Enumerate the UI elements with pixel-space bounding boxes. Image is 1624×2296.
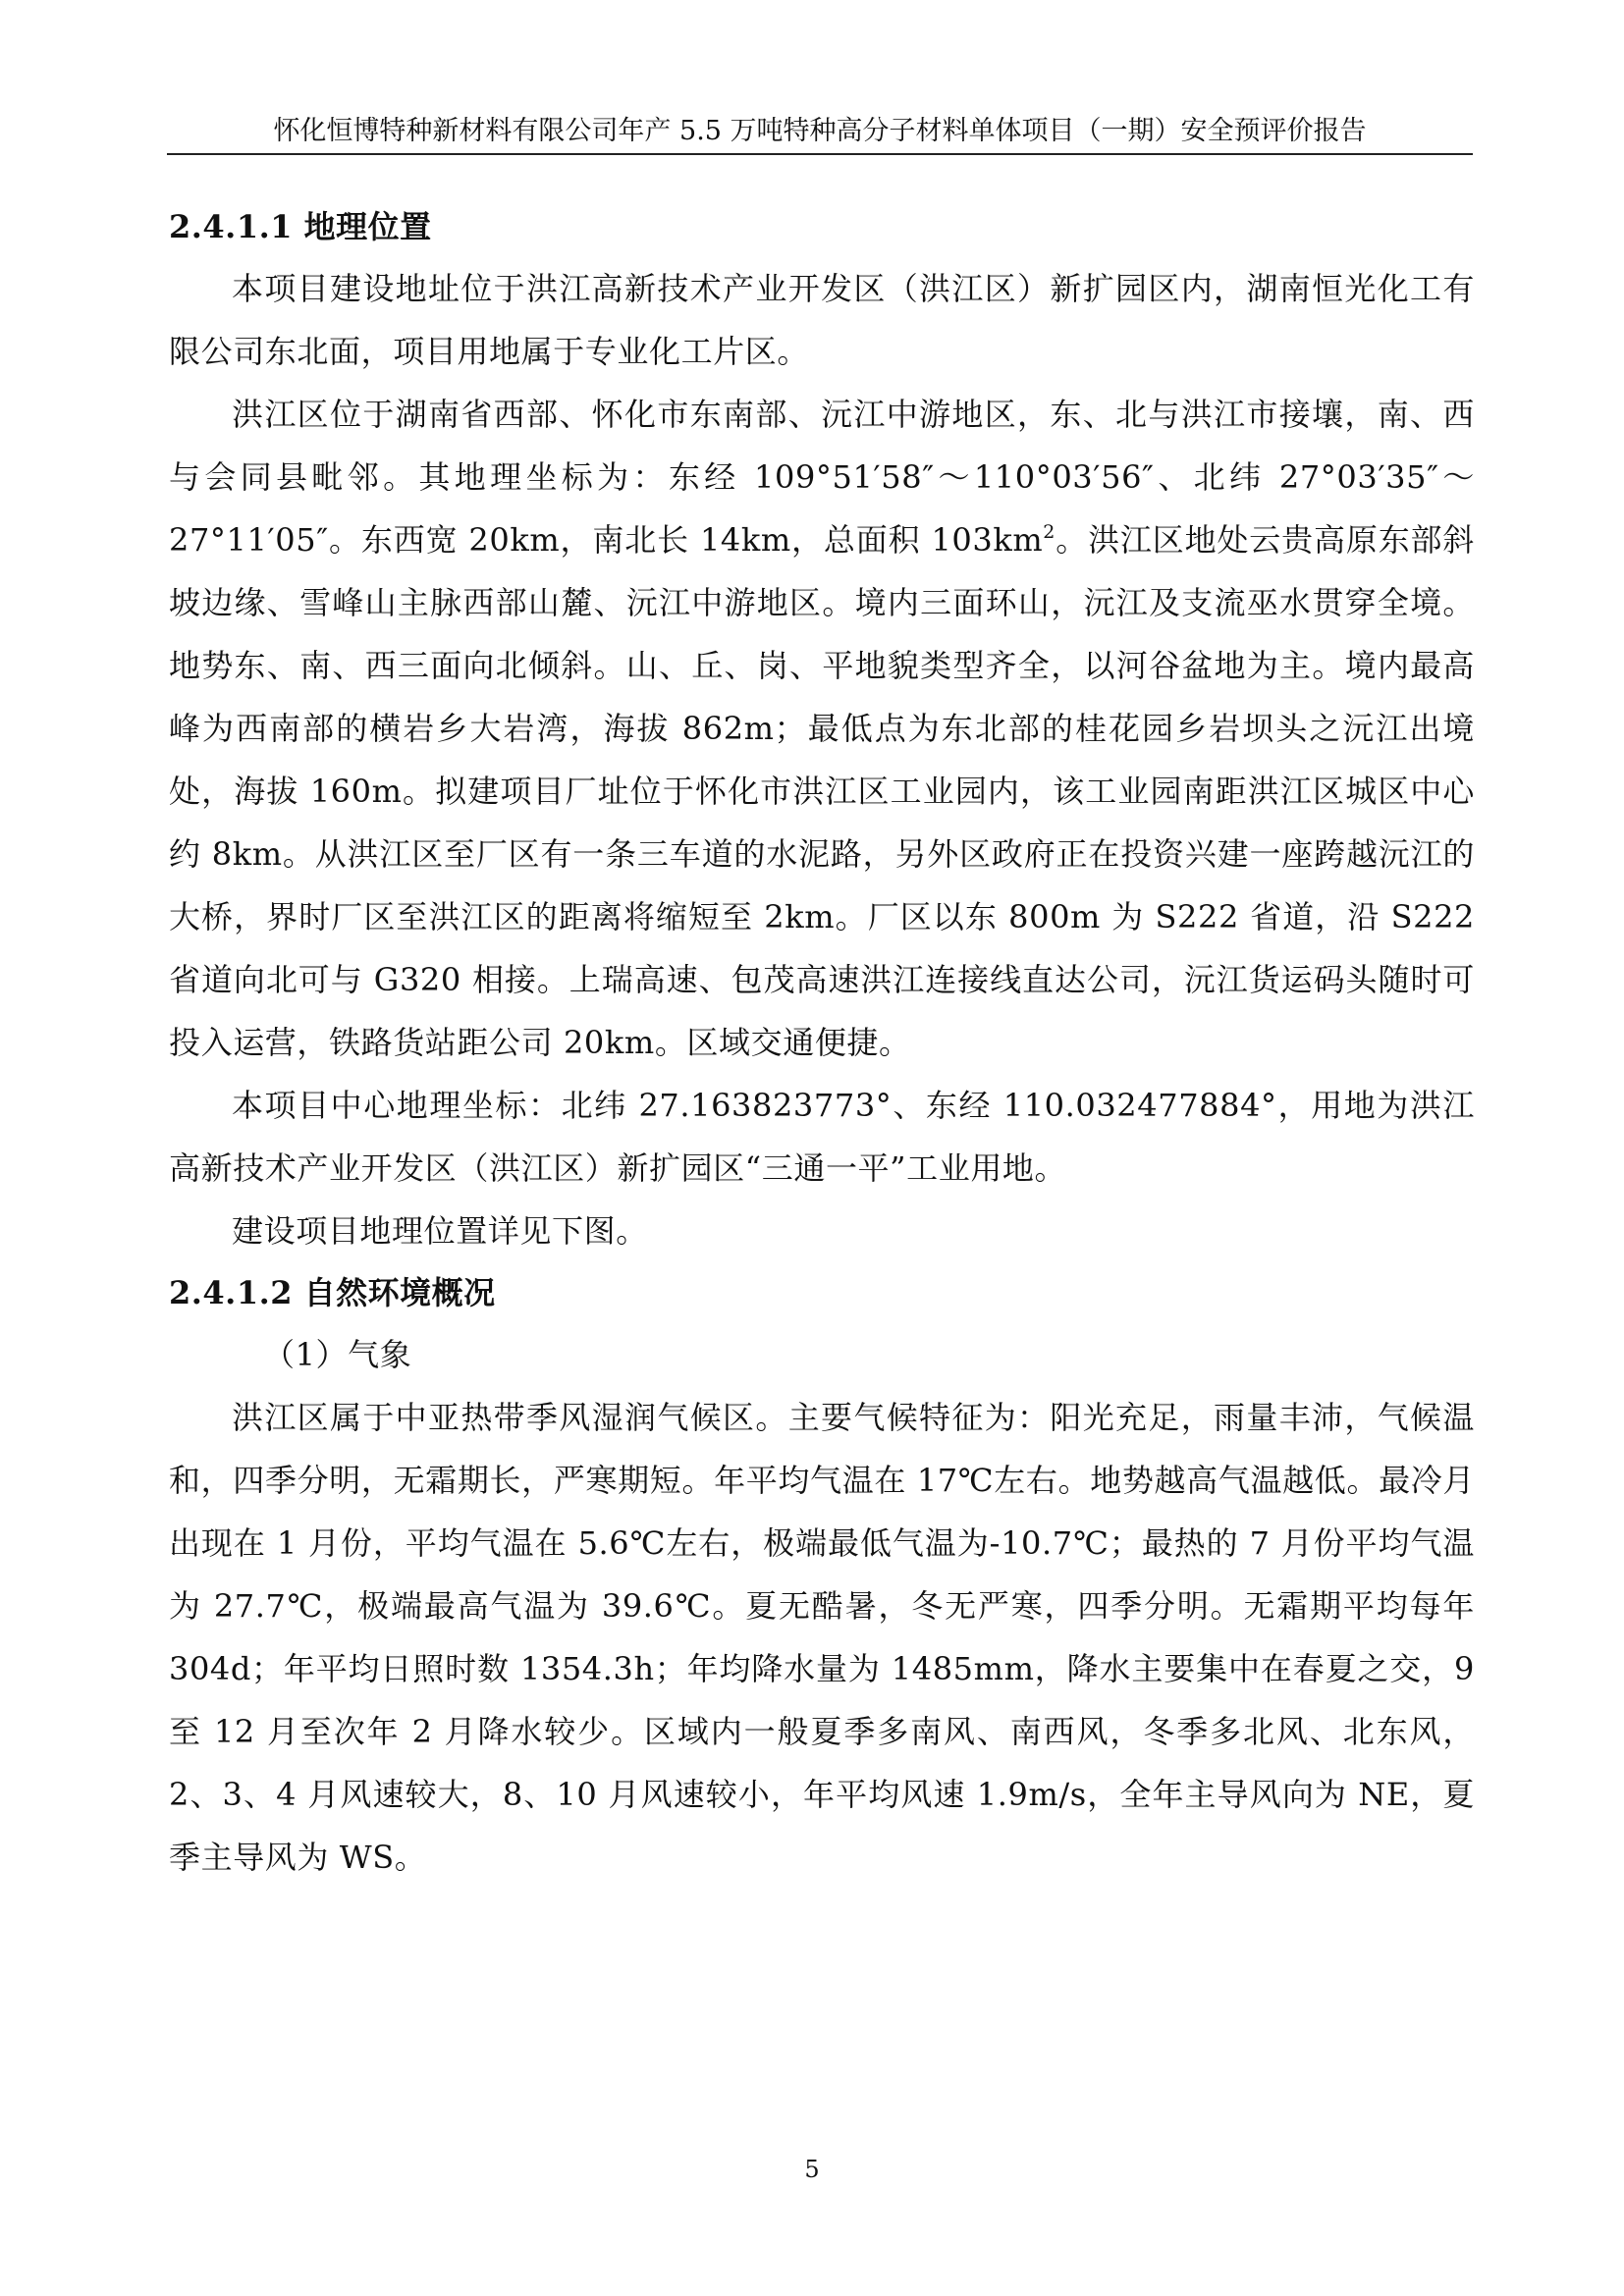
paragraph-hongjiang-district [169, 383, 1475, 1074]
paragraph-location-figure-note: 建设项目地理位置详见下图。 [232, 1212, 648, 1250]
running-header: 怀化恒博特种新材料有限公司年产 5.5 万吨特种高分子材料单体项目（一期）安全预评价报告 [273, 116, 1367, 146]
paragraph-climate: 洪江区属于中亚热带季风湿润气候区。主要气候特征为：阳光充足，雨量丰沛，气候温和，四季分明，无霜期长，严寒期短。年平均气温在 17℃左右。地势越高气温越低。最冷月出现在 1 月份，平均气温在 5.6℃左右，极端最低气温为-10.7℃；最热的 7 月份平均气温为 27.7℃，极端最高气温为 39.6℃。夏无酷暑，冬无严寒，四季分明。无霜期平均每年 304d；年平均日照时数 1354.3h；年均降水量为 1485mm，降水主要集中在春夏之交，9 至 12 月至次年 2 月降水较少。区域内一般夏季多南风、南西风，冬季多北风、北东风，2、3、4 月风速较大，8、10 月风速较小，年平均风速 1.9m/s，全年主导风向为 NE，夏季主导风为 WS。 [169, 1399, 1475, 1876]
header-divider [167, 153, 1473, 155]
paragraph-text: 洪江区位于湖南省西部、怀化市东南部、沅江中游地区，东、北与洪江市接壤，南、西与会同县毗邻。其地理坐标为：东经 109°51′58″～110°03′56″、北纬 27°03′35″～27°11′05″。东西宽 20km，南北长 14km，总面积 103km [169, 396, 1475, 559]
paragraph-project-site: 本项目建设地址位于洪江高新技术产业开发区（洪江区）新扩园区内，湖南恒光化工有限公司东北面，项目用地属于专业化工片区。 [169, 270, 1475, 370]
section-heading-geographic-location: 2.4.1.1 地理位置 [169, 208, 432, 245]
page-body [169, 196, 1475, 1889]
page-number: 5 [804, 2156, 820, 2183]
subheading-meteorology: （1）气象 [263, 1336, 412, 1373]
superscript-square: 2 [1043, 521, 1056, 543]
paragraph-center-coordinates: 本项目中心地理坐标：北纬 27.163823773°、东经 110.032477884°，用地为洪江高新技术产业开发区（洪江区）新扩园区“三通一平”工业用地。 [169, 1087, 1475, 1187]
paragraph-text: 。洪江区地处云贵高原东部斜坡边缘、雪峰山主脉西部山麓、沅江中游地区。境内三面环山，沅江及支流巫水贯穿全境。地势东、南、西三面向北倾斜。山、丘、岗、平地貌类型齐全，以河谷盆地为主。境内最高峰为西南部的横岩乡大岩湾，海拔 862m；最低点为东北部的桂花园乡岩坝头之沅江出境处，海拔 160m。拟建项目厂址位于怀化市洪江区工业园内，该工业园南距洪江区城区中心约 8km。从洪江区至厂区有一条三车道的水泥路，另外区政府正在投资兴建一座跨越沅江的大桥，界时厂区至洪江区的距离将缩短至 2km。厂区以东 800m 为 S222 省道，沿 S222 省道向北可与 G320 相接。上瑞高速、包茂高速洪江连接线直达公司，沅江货运码头随时可投入运营，铁路货站距公司 20km。区域交通便捷。 [169, 521, 1475, 1061]
section-heading-natural-environment: 2.4.1.2 自然环境概况 [169, 1274, 496, 1311]
